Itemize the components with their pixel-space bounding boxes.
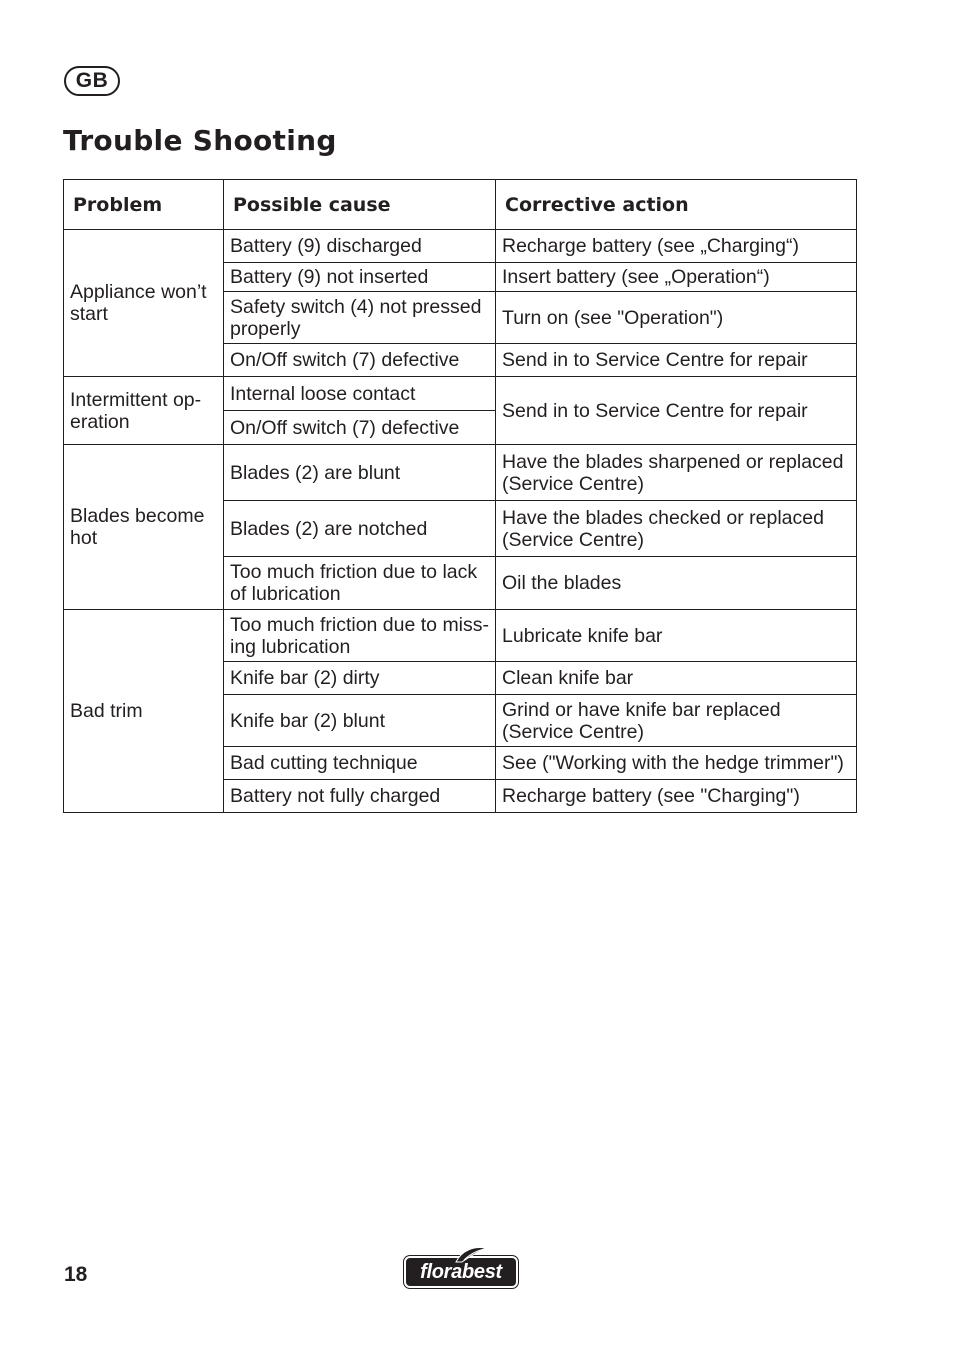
table-row	[64, 610, 857, 662]
cause-cell: Too much friction due to lack of lubrication	[224, 557, 496, 610]
cause-cell: Battery not fully charged	[224, 780, 496, 813]
problem-cell: Bad trim	[64, 610, 224, 813]
page-title: Trouble Shooting	[63, 124, 337, 157]
troubleshooting-table	[63, 179, 857, 813]
cause-cell: Safety switch (4) not pressed properly	[224, 292, 496, 344]
problem-cell: Blades become hot	[64, 445, 224, 610]
cause-cell: Internal loose contact	[224, 377, 496, 411]
page-number: 18	[64, 1263, 88, 1286]
cause-cell: Too much friction due to miss-ing lubrication	[224, 610, 496, 662]
action-cell: Have the blades checked or replaced (Service Centre)	[496, 501, 857, 557]
cause-cell: Knife bar (2) dirty	[224, 662, 496, 695]
action-cell: Recharge battery (see „Charging“)	[496, 230, 857, 263]
action-cell: Turn on (see "Operation")	[496, 292, 857, 344]
action-cell: Send in to Service Centre for repair	[496, 344, 857, 377]
cause-cell: Blades (2) are blunt	[224, 445, 496, 501]
action-cell: Grind or have knife bar replaced (Service Centre)	[496, 695, 857, 747]
action-cell: Send in to Service Centre for repair	[496, 377, 857, 445]
language-code: GB	[75, 69, 109, 92]
action-cell: Clean knife bar	[496, 662, 857, 695]
cause-cell: Battery (9) not inserted	[224, 263, 496, 292]
action-cell: Lubricate knife bar	[496, 610, 857, 662]
cause-cell: Knife bar (2) blunt	[224, 695, 496, 747]
action-cell: Oil the blades	[496, 557, 857, 610]
problem-cell: Intermittent op-eration	[64, 377, 224, 445]
table-row	[64, 230, 857, 263]
table-row	[64, 377, 857, 411]
cause-cell: On/Off switch (7) defective	[224, 344, 496, 377]
cause-cell: On/Off switch (7) defective	[224, 411, 496, 445]
brand-wordmark: florabest	[420, 1260, 502, 1283]
header-possible-cause: Possible cause	[224, 180, 496, 230]
table-row	[64, 445, 857, 501]
cause-cell: Blades (2) are notched	[224, 501, 496, 557]
language-badge	[64, 66, 120, 96]
action-cell: Insert battery (see „Operation“)	[496, 263, 857, 292]
cause-cell: Battery (9) discharged	[224, 230, 496, 263]
action-cell: See ("Working with the hedge trimmer")	[496, 747, 857, 780]
header-problem: Problem	[64, 180, 224, 230]
cause-cell: Bad cutting technique	[224, 747, 496, 780]
brand-logo	[404, 1244, 520, 1290]
header-corrective-action: Corrective action	[496, 180, 857, 230]
problem-cell: Appliance won’t start	[64, 230, 224, 377]
table-header-row	[64, 180, 857, 230]
leaf-icon	[404, 1244, 520, 1264]
action-cell: Have the blades sharpened or replaced (Service Centre)	[496, 445, 857, 501]
action-cell: Recharge battery (see "Charging")	[496, 780, 857, 813]
